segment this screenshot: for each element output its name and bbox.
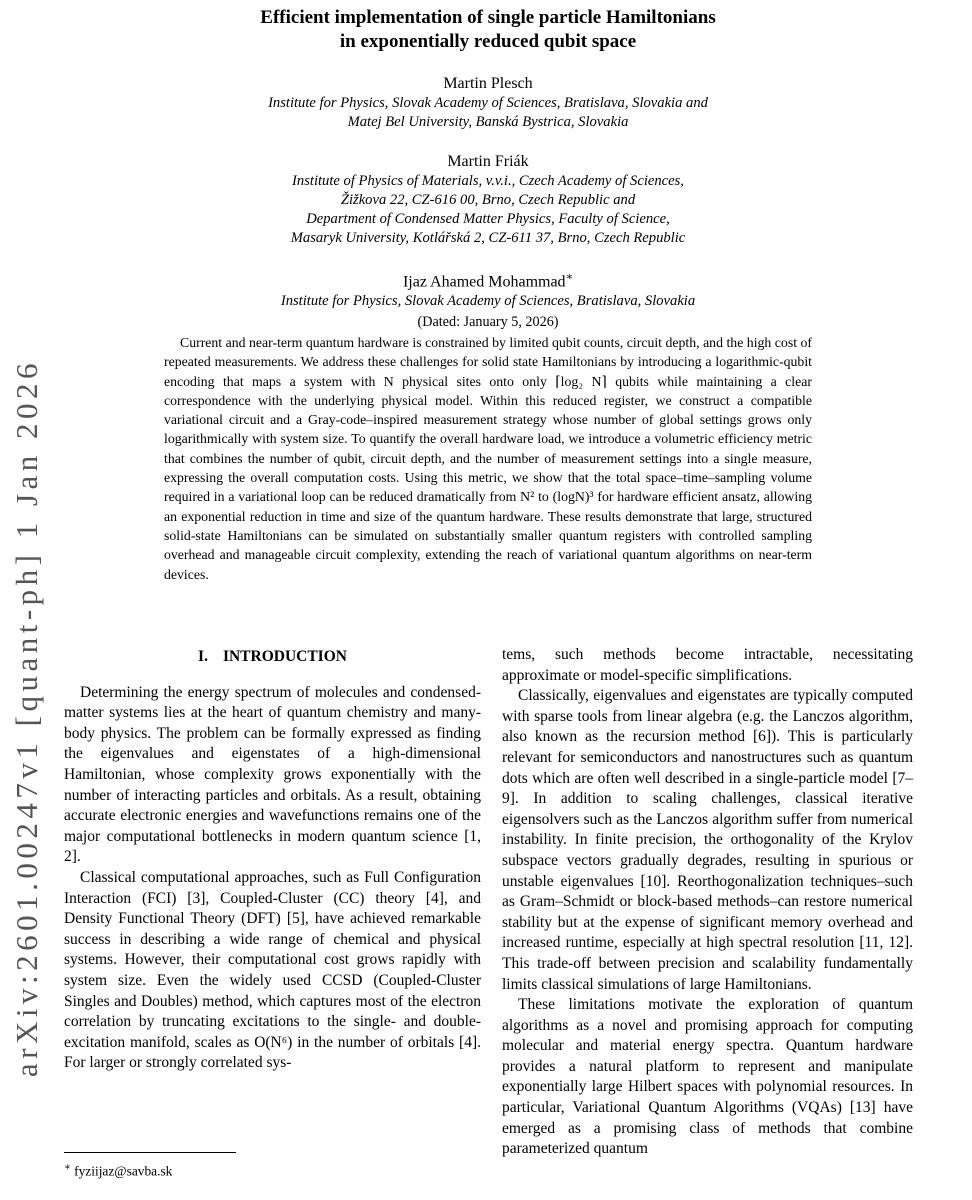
author-name bbox=[64, 267, 912, 292]
author-block bbox=[64, 151, 912, 248]
author-name-text: Martin Plesch bbox=[443, 75, 533, 92]
footnote-email: fyziijaz@savba.sk bbox=[74, 1163, 173, 1179]
author-name-text: Martin Friák bbox=[447, 153, 529, 170]
author-block bbox=[64, 267, 912, 331]
paper-title bbox=[64, 6, 912, 54]
paragraph: Classical computational approaches, such as Full Configuration Interaction (FCI) [3], Coupled-Cluster (CC) theory [4], and Density Functional Theory (DFT) [5], have achieved remarkable success in describing a wide range of chemical and physical systems. However, their computational cost grows rapidly with system size. Even the widely used CCSD (Coupled-Cluster Singles and Doubles) method, which captures most of the electron correlation by truncating excitations to the single- and double-excitation manifold, scales as O(N⁶) in the number of orbitals [4]. For larger or strongly correlated sys- bbox=[64, 868, 481, 1072]
author-affiliation: Masaryk University, Kotlářská 2, CZ-611 37, Brno, Czech Republic bbox=[290, 230, 686, 246]
section-number: I. bbox=[198, 648, 208, 665]
footnote-line bbox=[64, 1162, 484, 1179]
author-name-text: Ijaz Ahamed Mohammad bbox=[402, 273, 566, 291]
section-title: INTRODUCTION bbox=[222, 648, 347, 665]
footnote-rule bbox=[64, 1152, 236, 1153]
author-block bbox=[64, 73, 912, 132]
arxiv-stamp: arXiv:2601.00247v1 [quant-ph] 1 Jan 2026 bbox=[9, 358, 44, 1078]
dated-line: (Dated: January 5, 2026) bbox=[417, 314, 559, 331]
author-affiliation: Matej Bel University, Banská Bystrica, Slovakia bbox=[347, 114, 629, 130]
paragraph: Determining the energy spectrum of molecules and condensed-matter systems lies at the heart of quantum chemistry and many-body physics. The problem can be formally expressed as finding the eigenvalues and eigenstates of a high-dimensional Hamiltonian, whose complexity grows exponentially with the number of interacting particles and orbitals. As a result, obtaining accurate electronic energies and wavefunctions remains one of the major computational bottlenecks in modern quantum science [1, 2]. bbox=[64, 683, 481, 866]
author-affiliation: Institute for Physics, Slovak Academy of Sciences, Bratislava, Slovakia bbox=[280, 293, 696, 310]
author-affiliation: Žižkova 22, CZ-616 00, Brno, Czech Republic and bbox=[340, 192, 636, 208]
column-right bbox=[502, 645, 913, 1160]
footnote bbox=[64, 1152, 484, 1179]
section-heading-introduction bbox=[64, 647, 481, 668]
author-affiliation: Department of Condensed Matter Physics, Faculty of Science, bbox=[306, 211, 670, 227]
paper-title-line1: Efficient implementation of single particle Hamiltonians bbox=[260, 7, 716, 28]
footnote-marker: ∗ bbox=[565, 271, 574, 283]
author-name bbox=[64, 151, 912, 172]
column-left bbox=[64, 645, 481, 1074]
author-name bbox=[64, 73, 912, 94]
paper-header bbox=[64, 6, 912, 331]
abstract bbox=[164, 333, 812, 584]
author-affiliation: Institute for Physics, Slovak Academy of Sciences, Bratislava, Slovakia and bbox=[268, 95, 708, 111]
footnote-marker: ∗ bbox=[64, 1162, 71, 1173]
paragraph: These limitations motivate the exploration of quantum algorithms as a novel and promising approach for computing molecular and material energy spectra. Quantum hardware provides a natural platform to represent and manipulate exponentially large Hilbert spaces with polynomial resources. In particular, Variational Quantum Algorithms (VQAs) [13] have emerged as a promising class of methods that combine parameterized quantum bbox=[502, 996, 913, 1158]
paragraph: tems, such methods become intractable, necessitating approximate or model-specific simplifications. bbox=[502, 646, 913, 684]
author-affiliation: Institute of Physics of Materials, v.v.i., Czech Academy of Sciences, bbox=[292, 173, 684, 189]
abstract-text: Current and near-term quantum hardware is constrained by limited qubit counts, circuit depth, and the high cost of repeated measurements. We address these challenges for solid state Hamiltonians by introducing a logarithmic-qubit encoding that maps a system with N physical sites onto only ⌈log₂ N⌉ qubits while maintaining a clear correspondence with the underlying physical model. Within this reduced register, we construct a compatible variational circuit and a Gray-code–inspired measurement strategy whose number of global settings grows only logarithmically with system size. To quantify the overall hardware load, we introduce a volumetric efficiency metric that combines the number of qubit, circuit depth, and the number of measurement settings into a single measure, expressing the overall computation costs. Using this metric, we show that the total space–time–sampling volume required in a variational loop can be reduced dramatically from N² to (logN)³ for hardware efficient ansatz, allowing an exponential reduction in time and size of the quantum hardware. These results demonstrate that large, structured solid-state Hamiltonians can be simulated on substantially smaller quantum registers with controlled sampling overhead and manageable circuit complexity, extending the reach of variational quantum algorithms on near-term devices. bbox=[164, 335, 812, 582]
paper-title-line2: in exponentially reduced qubit space bbox=[339, 31, 637, 52]
paragraph: Classically, eigenvalues and eigenstates are typically computed with sparse tools from linear algebra (e.g. the Lanczos algorithm, also known as the recursion method [6]). This is particularly relevant for semiconductors and nanostructures such as quantum dots which are often well described in a single-particle model [7–9]. In addition to scaling challenges, classical iterative eigensolvers such as the Lanczos algorithm suffer from numerical instability. In finite precision, the orthogonality of the Krylov subspace vectors gradually degrades, resulting in spurious or unstable eigenvalues [10]. Reorthogonalization techniques–such as Gram–Schmidt or block-based methods–can restore numerical stability but at the expense of significant memory overhead and increased runtime, especially at high spectral resolution [11, 12]. This trade-off between precision and scalability fundamentally limits classical simulations of large Hamiltonians. bbox=[502, 687, 913, 993]
